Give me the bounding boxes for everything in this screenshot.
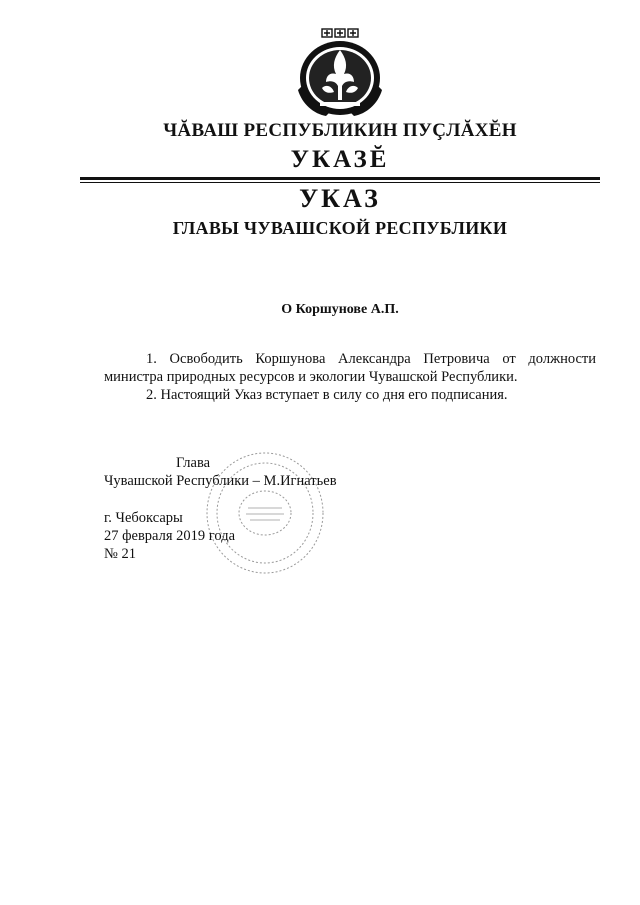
signature-name: Чувашской Республики – М.Игнатьев (104, 473, 337, 489)
chuvash-coat-of-arms-icon (296, 26, 384, 118)
chuvash-decree-title: УКАЗĔ (290, 146, 390, 173)
russian-authority-heading: ГЛАВЫ ЧУВАШСКОЙ РЕСПУБЛИКИ (172, 218, 508, 238)
decree-body (104, 350, 596, 404)
decree-subject: О Коршунове А.П. (281, 302, 399, 317)
decree-number: № 21 (104, 546, 136, 562)
decree-paragraph-2: 2. Настоящий Указ вступает в силу со дня его подписания. (146, 387, 508, 403)
signature-position: Глава (176, 455, 211, 471)
header-divider-thin (80, 182, 600, 183)
decree-paragraph-1: 1. Освободить Коршунова Александра Петровича от должности министра природных ресурсов и экологии Чувашской Республики. (104, 351, 596, 385)
russian-decree-title: УКАЗ (299, 184, 381, 213)
decree-date: 27 февраля 2019 года (104, 528, 236, 544)
header-divider-thick (80, 177, 600, 180)
official-seal-stamp-icon (204, 450, 326, 576)
place-of-signing: г. Чебоксары (104, 510, 183, 526)
chuvash-authority-heading: ЧĂВАШ РЕСПУБЛИКИН ПУÇЛĂХĔН (163, 120, 517, 141)
